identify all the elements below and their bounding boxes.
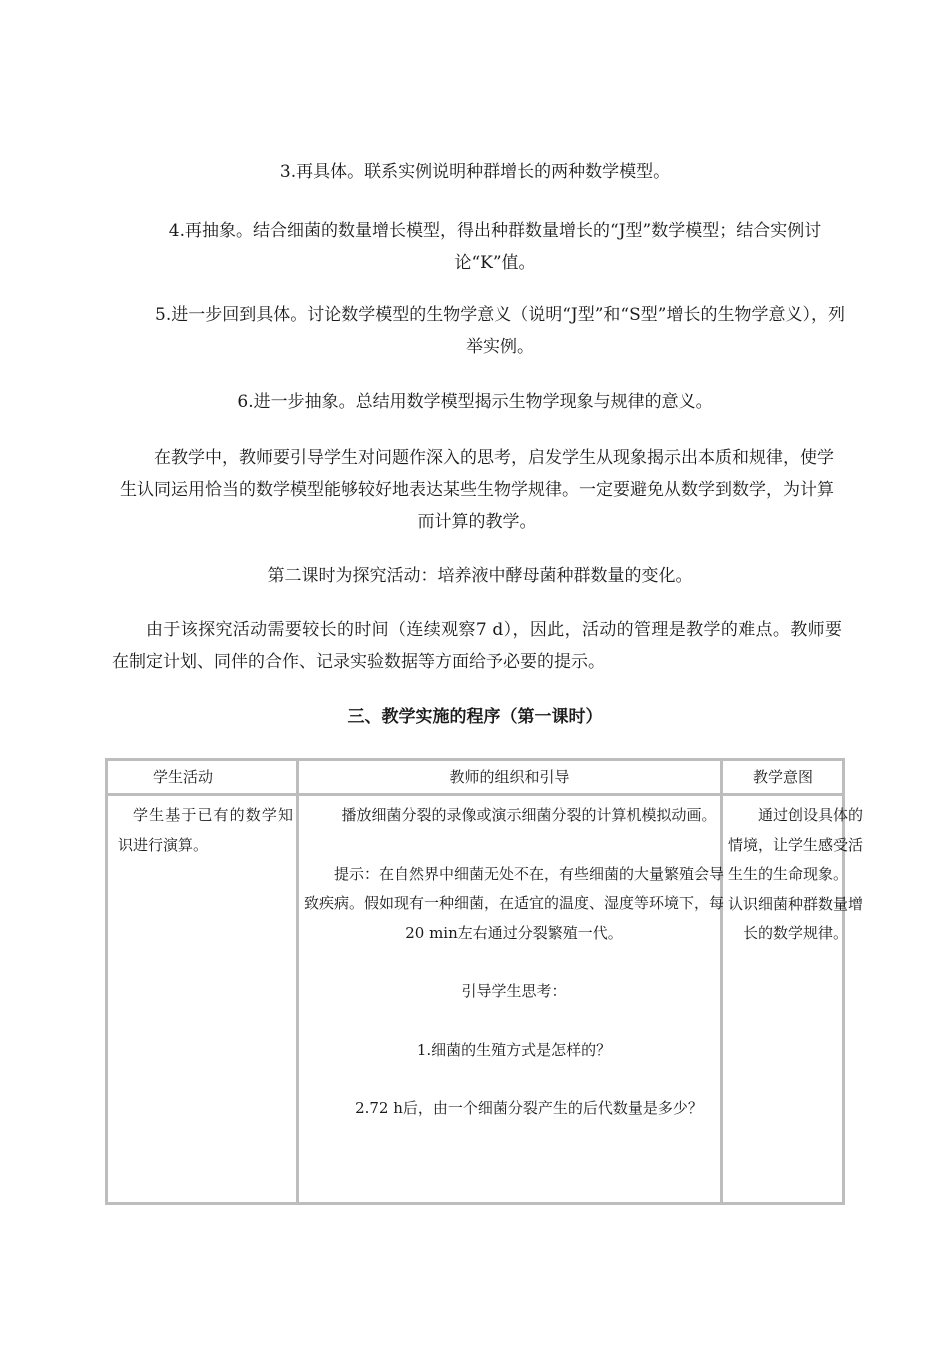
procedure-table (105, 758, 864, 1205)
guidance-question-2: 2.72 h后，由一个细菌分裂产生的后代数量是多少？ (355, 1099, 703, 1117)
header-student-activity: 学生活动 (152, 768, 213, 786)
header-divider (108, 793, 842, 796)
cell-student-activity: 学生基于已有的数学知识进行演算。 (118, 806, 293, 854)
intent-growth-law: 认识细菌种群数量增长的数学规律。 (728, 894, 864, 942)
header-teacher-guidance: 教师的组织和引导 (449, 768, 570, 786)
guidance-prompt: 引导学生思考： (461, 982, 567, 1000)
paragraph-activity-management: 由于该探究活动需要较长的时间（连续观察7 d），因此，活动的管理是教学的难点。教师要在制定计划、同伴的合作、记录实验数据等方面给予必要的提示。 (112, 620, 842, 672)
guidance-hint: 提示：在自然界中细菌无处不在，有些细菌的大量繁殖会导致疾病。假如现有一种细菌，在适宜的温度、湿度等环境下，每20 min左右通过分裂繁殖一代。 (304, 864, 725, 942)
intent-situation: 通过创设具体的情境，让学生感受活生生的生命现象。 (728, 806, 864, 883)
cell-teacher-guidance (304, 801, 724, 1153)
guidance-question-1: 1.细菌的生殖方式是怎样的？ (416, 1040, 612, 1059)
paragraph-second-lesson: 第二课时为探究活动：培养液中酵母菌种群数量的变化。 (267, 566, 693, 586)
paragraph-step-5: 5.进一步回到具体。讨论数学模型的生物学意义（说明“J型”和“S型”增长的生物学意义），列举实例。 (155, 305, 845, 357)
section-heading: 三、教学实施的程序（第一课时） (347, 707, 603, 727)
paragraph-step-6: 6.进一步抽象。总结用数学模型揭示生物学现象与规律的意义。 (237, 392, 713, 412)
header-teaching-intent: 教学意图 (752, 768, 813, 786)
guidance-play-video: 播放细菌分裂的录像或演示细菌分裂的计算机模拟动画。 (341, 806, 717, 824)
paragraph-teaching-note: 在教学中，教师要引导学生对问题作深入的思考，启发学生从现象揭示出本质和规律，使学生认同运用恰当的数学模型能够较好地表达某些生物学规律。一定要避免从数学到数学，为计算而计算的教学。 (120, 448, 834, 532)
paragraph-step-4: 4.再抽象。结合细菌的数量增长模型，得出种群数量增长的“J型”数学模型；结合实例讨论“K”值。 (168, 221, 822, 273)
paragraph-step-3: 3.再具体。联系实例说明种群增长的两种数学模型。 (279, 162, 671, 182)
column-divider (296, 761, 299, 1202)
cell-teaching-intent (728, 801, 863, 949)
